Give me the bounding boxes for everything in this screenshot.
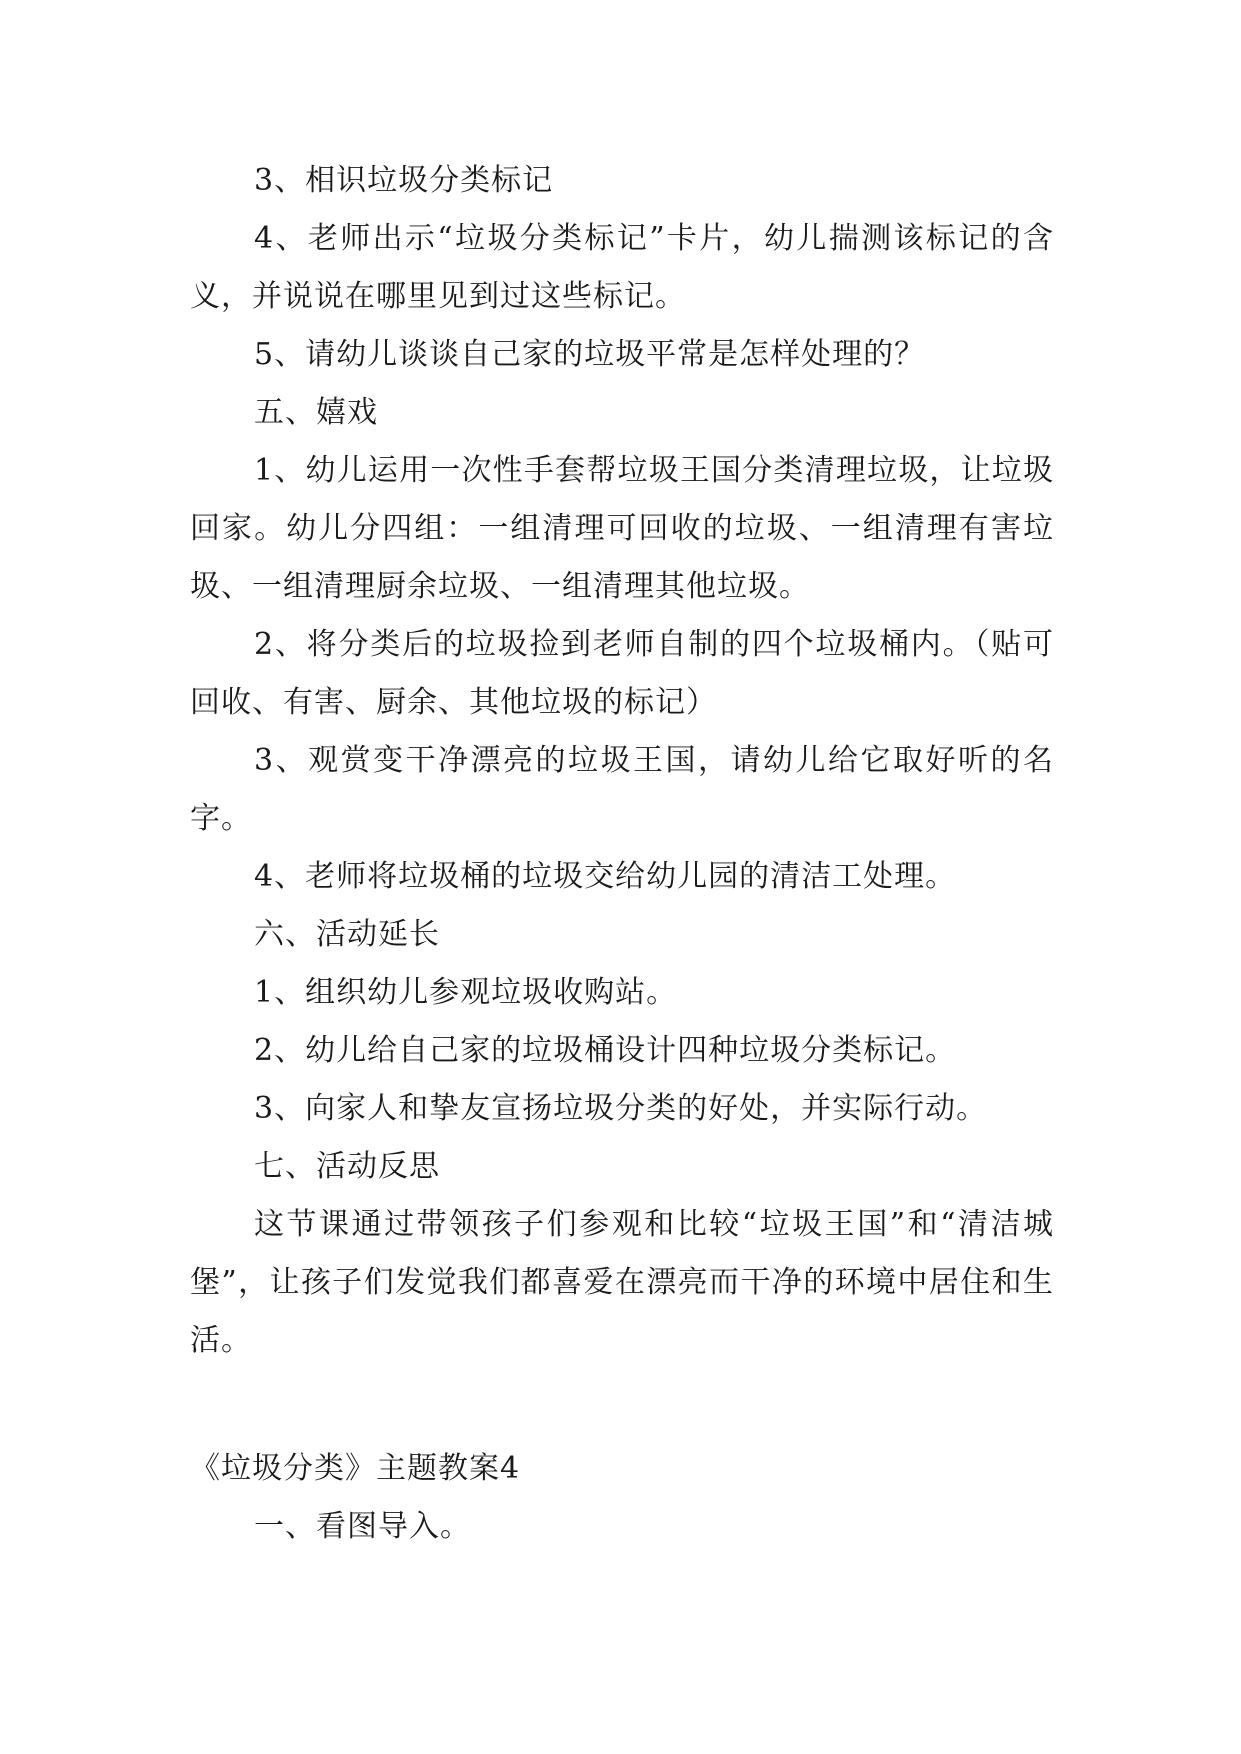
paragraph: 2、将分类后的垃圾捡到老师自制的四个垃圾桶内。（贴可回收、有害、厨余、其他垃圾的标记） <box>190 627 1054 720</box>
paragraph: 4、老师将垃圾桶的垃圾交给幼儿园的清洁工处理。 <box>254 859 957 894</box>
document-title: 《垃圾分类》主题教案4 <box>190 1451 521 1486</box>
paragraph: 1、幼儿运用一次性手套帮垃圾王国分类清理垃圾，让垃圾回家。幼儿分四组：一组清理可回收的垃圾、一组清理有害垃圾、一组清理厨余垃圾、一组清理其他垃圾。 <box>190 453 1054 604</box>
section-heading: 五、嬉戏 <box>254 395 378 430</box>
section-heading: 一、看图导入。 <box>254 1509 471 1544</box>
document-page <box>190 152 1054 1556</box>
section-heading: 六、活动延长 <box>254 917 440 952</box>
paragraph: 5、请幼儿谈谈自己家的垃圾平常是怎样处理的？ <box>254 337 926 372</box>
paragraph: 1、组织幼儿参观垃圾收购站。 <box>254 975 678 1010</box>
paragraph: 这节课通过带领孩子们参观和比较“垃圾王国”和“清洁城堡”，让孩子们发觉我们都喜爱在漂亮而干净的环境中居住和生活。 <box>190 1207 1054 1358</box>
spacer <box>190 1370 1054 1440</box>
paragraph: 3、相识垃圾分类标记 <box>254 163 554 198</box>
paragraph: 3、观赏变干净漂亮的垃圾王国，请幼儿给它取好听的名字。 <box>190 743 1054 836</box>
section-heading: 七、活动反思 <box>254 1149 440 1184</box>
paragraph: 3、向家人和挚友宣扬垃圾分类的好处，并实际行动。 <box>254 1091 988 1126</box>
paragraph: 2、幼儿给自己家的垃圾桶设计四种垃圾分类标记。 <box>254 1033 957 1068</box>
paragraph: 4、老师出示“垃圾分类标记”卡片，幼儿揣测该标记的含义，并说说在哪里见到过这些标记。 <box>190 221 1054 314</box>
